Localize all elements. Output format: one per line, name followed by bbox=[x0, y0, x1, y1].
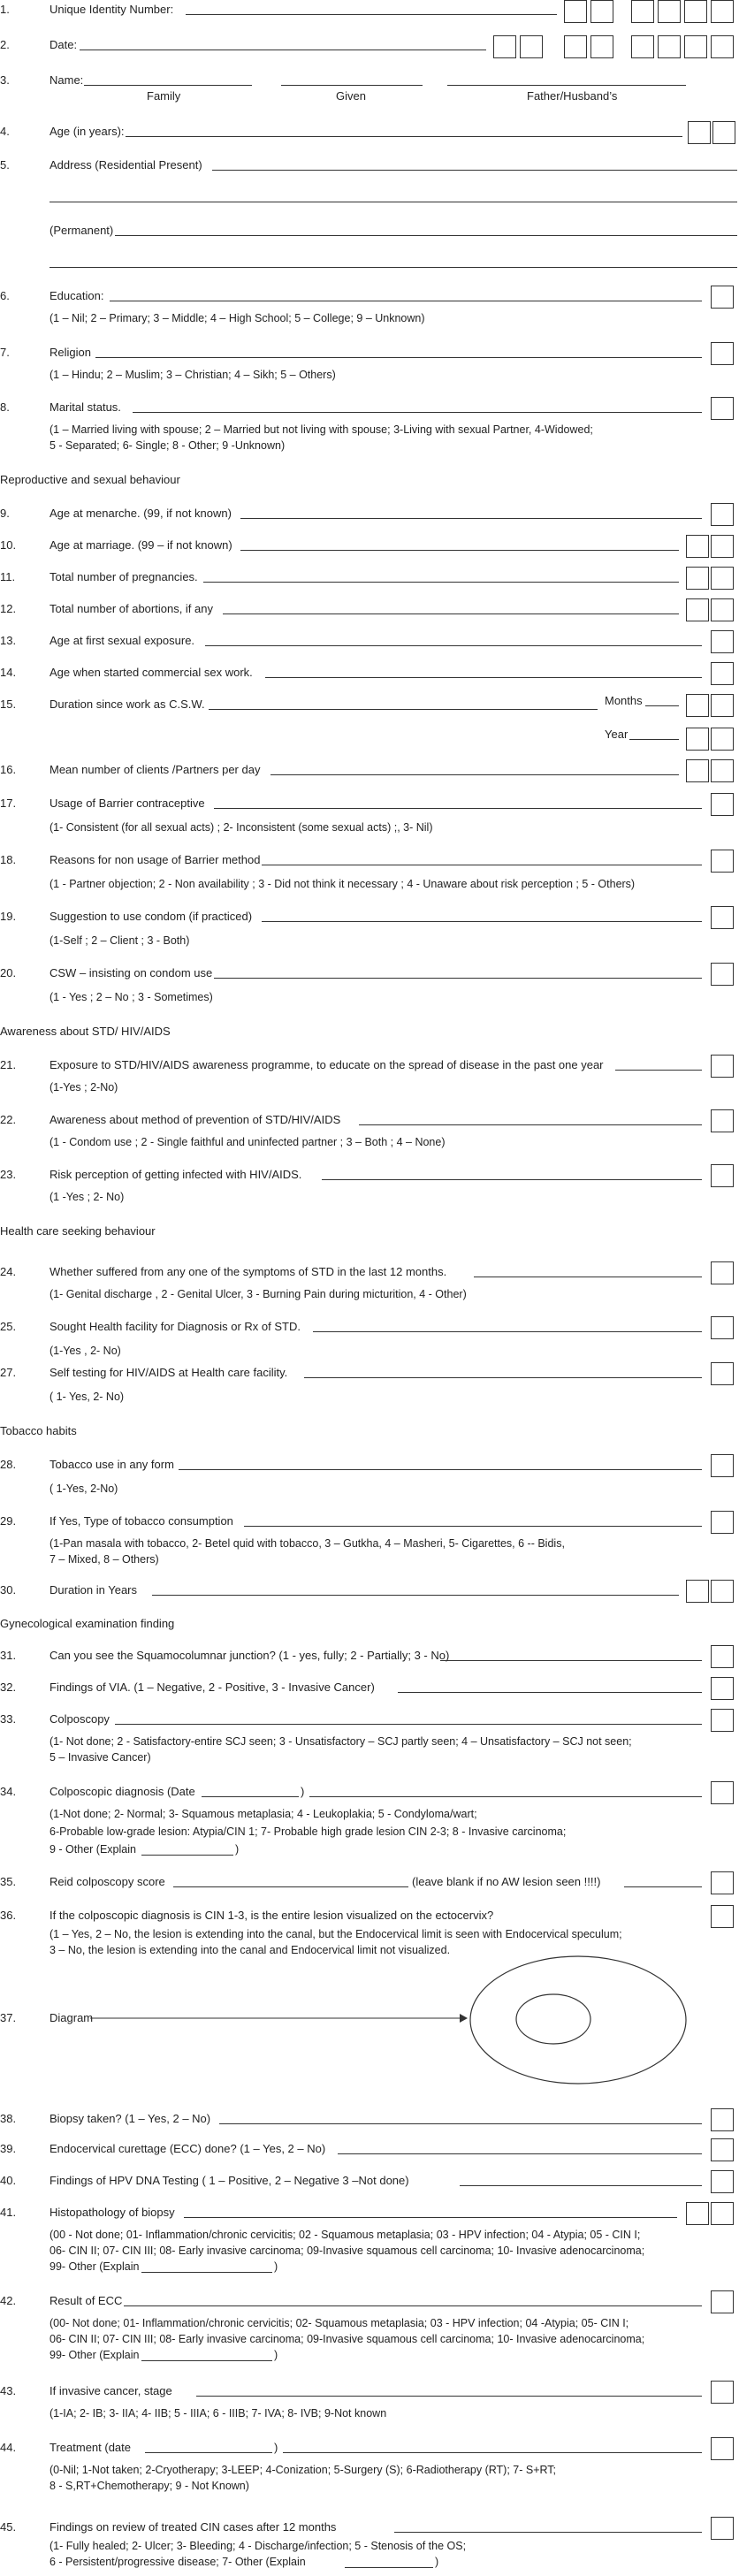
q42-options: 06- CIN II; 07- CIN III; 08- Early invasive carcinoma; 09-Invasive squamous cell carcinoma; 10- Invasive adenocarcinoma; bbox=[50, 2333, 645, 2345]
q41-options: 99- Other (Explain bbox=[50, 2260, 140, 2273]
q45-options-end: ) bbox=[435, 2556, 439, 2568]
q39-box[interactable] bbox=[711, 2138, 734, 2161]
q29-line[interactable] bbox=[244, 1526, 702, 1527]
q4-box[interactable] bbox=[712, 121, 735, 144]
q33-options: (1- Not done; 2 - Satisfactory-entire SCJ seen; 3 - Unsatisfactory – SCJ partly seen; 4 – Unsatisfactory – SCJ not seen; bbox=[50, 1735, 632, 1748]
q40-box[interactable] bbox=[711, 2170, 734, 2193]
q41-options-end: ) bbox=[274, 2260, 278, 2273]
q13-label: Age at first sexual exposure. bbox=[50, 634, 195, 647]
q33-options: 5 – Invasive Cancer) bbox=[50, 1751, 151, 1764]
q41-label: Histopathology of biopsy bbox=[50, 2206, 175, 2219]
q23-options: (1 -Yes ; 2- No) bbox=[50, 1191, 125, 1203]
q43-number: 43. bbox=[0, 2384, 17, 2397]
q16-box[interactable] bbox=[686, 759, 709, 782]
q38-label: Biopsy taken? (1 – Yes, 2 – No) bbox=[50, 2112, 211, 2125]
q24-label: Whether suffered from any one of the symptoms of STD in the last 12 months. bbox=[50, 1265, 447, 1278]
q33-number: 33. bbox=[0, 1712, 17, 1726]
q5-permanent-line[interactable] bbox=[115, 235, 737, 236]
q20-label: CSW – insisting on condom use bbox=[50, 966, 213, 979]
section-heading-awareness: Awareness about STD/ HIV/AIDS bbox=[0, 1025, 171, 1038]
q45-options: (1- Fully healed; 2- Ulcer; 3- Bleeding; 4 - Discharge/infection; 5 - Stenosis of the OS; bbox=[50, 2540, 467, 2552]
q7-number: 7. bbox=[0, 346, 10, 359]
q34-label: Colposcopic diagnosis (Date bbox=[50, 1785, 195, 1798]
q42-number: 42. bbox=[0, 2294, 17, 2307]
q30-line[interactable] bbox=[152, 1595, 679, 1596]
q8-line[interactable] bbox=[133, 412, 702, 413]
q35-label: Reid colposcopy score bbox=[50, 1875, 165, 1888]
q7-line[interactable] bbox=[95, 357, 702, 358]
q2-year-box[interactable] bbox=[631, 35, 654, 58]
q40-number: 40. bbox=[0, 2174, 17, 2187]
q43-box[interactable] bbox=[711, 2381, 734, 2404]
q15-number: 15. bbox=[0, 697, 17, 711]
q15-months-label: Months bbox=[605, 694, 643, 707]
q29-options: (1-Pan masala with tobacco, 2- Betel quid with tobacco, 3 – Gutkha, 4 – Masheri, 5- Cigarettes, 6 -- Bidis, bbox=[50, 1537, 565, 1550]
q30-number: 30. bbox=[0, 1583, 17, 1597]
q6-number: 6. bbox=[0, 289, 10, 302]
section-heading-reproductive: Reproductive and sexual behaviour bbox=[0, 473, 180, 486]
q36-number: 36. bbox=[0, 1909, 17, 1922]
q34-options: 6-Probable low-grade lesion: Atypia/CIN 1; 7- Probable high grade lesion CIN 2-3; 8 - Invasive carcinoma; bbox=[50, 1825, 567, 1838]
q39-label: Endocervical curettage (ECC) done? (1 – Yes, 2 – No) bbox=[50, 2142, 326, 2155]
q28-options: ( 1-Yes, 2-No) bbox=[50, 1482, 118, 1495]
q2-year-box[interactable] bbox=[711, 35, 734, 58]
q2-day-box[interactable] bbox=[493, 35, 516, 58]
q22-line[interactable] bbox=[359, 1124, 702, 1125]
q42-label: Result of ECC bbox=[50, 2294, 123, 2307]
q12-box[interactable] bbox=[711, 598, 734, 621]
q1-box[interactable] bbox=[684, 0, 707, 23]
q4-number: 4. bbox=[0, 125, 10, 138]
q42-options-end: ) bbox=[274, 2349, 278, 2361]
q45-explain-line[interactable] bbox=[345, 2567, 433, 2568]
q34-line[interactable] bbox=[309, 1796, 702, 1797]
q27-number: 27. bbox=[0, 1366, 17, 1379]
q1-label: Unique Identity Number: bbox=[50, 3, 174, 16]
q44-options: (0-Nil; 1-Not taken; 2-Cryotherapy; 3-LEEP; 4-Conization; 5-Surgery (S); 6-Radiotherapy (RT); 7- S+RT; bbox=[50, 2464, 557, 2476]
q11-line[interactable] bbox=[203, 582, 679, 583]
q3-family-line[interactable] bbox=[84, 85, 252, 86]
q25-label: Sought Health facility for Diagnosis or Rx of STD. bbox=[50, 1320, 301, 1333]
q28-number: 28. bbox=[0, 1458, 17, 1471]
q30-box[interactable] bbox=[686, 1580, 709, 1603]
q34-options: (1-Not done; 2- Normal; 3- Squamous metaplasia; 4 - Leukoplakia; 5 - Condyloma/wart; bbox=[50, 1808, 477, 1820]
q30-label: Duration in Years bbox=[50, 1583, 138, 1597]
section-heading-gynecological: Gynecological examination finding bbox=[0, 1617, 175, 1630]
q15-year-label: Year bbox=[605, 728, 629, 741]
q7-options: (1 – Hindu; 2 – Muslim; 3 – Christian; 4 – Sikh; 5 – Others) bbox=[50, 369, 336, 381]
q2-number: 2. bbox=[0, 38, 10, 51]
q19-line[interactable] bbox=[262, 921, 702, 922]
q44-label-end: ) bbox=[274, 2441, 278, 2454]
q31-box[interactable] bbox=[711, 1645, 734, 1668]
q15-months-line[interactable] bbox=[645, 705, 679, 706]
q7-box[interactable] bbox=[711, 342, 734, 365]
q15-year-box[interactable] bbox=[686, 728, 709, 751]
q17-label: Usage of Barrier contraceptive bbox=[50, 796, 205, 810]
q3-given-line[interactable] bbox=[281, 85, 423, 86]
q6-label: Education: bbox=[50, 289, 104, 302]
section-heading-tobacco: Tobacco habits bbox=[0, 1424, 77, 1437]
q19-number: 19. bbox=[0, 910, 17, 923]
q37-label: Diagram bbox=[50, 2011, 94, 2024]
q16-line[interactable] bbox=[270, 774, 679, 775]
q34-date-line[interactable] bbox=[202, 1796, 299, 1797]
q17-box[interactable] bbox=[711, 793, 734, 816]
q1-box[interactable] bbox=[631, 0, 654, 23]
q4-line[interactable] bbox=[126, 136, 682, 137]
q38-line[interactable] bbox=[219, 2123, 702, 2124]
q2-month-box[interactable] bbox=[590, 35, 613, 58]
q39-number: 39. bbox=[0, 2142, 17, 2155]
q43-label: If invasive cancer, stage bbox=[50, 2384, 172, 2397]
q9-number: 9. bbox=[0, 507, 10, 520]
q4-box[interactable] bbox=[688, 121, 711, 144]
q45-line[interactable] bbox=[394, 2532, 702, 2533]
q12-label: Total number of abortions, if any bbox=[50, 602, 213, 615]
q13-box[interactable] bbox=[711, 630, 734, 653]
q8-options: 5 - Separated; 6- Single; 8 - Other; 9 -Unknown) bbox=[50, 439, 286, 452]
q22-number: 22. bbox=[0, 1113, 17, 1126]
q44-label: Treatment (date bbox=[50, 2441, 132, 2454]
q18-label: Reasons for non usage of Barrier method bbox=[50, 853, 261, 866]
q13-line[interactable] bbox=[205, 645, 702, 646]
q30-box[interactable] bbox=[711, 1580, 734, 1603]
q32-number: 32. bbox=[0, 1680, 17, 1694]
q31-label: Can you see the Squamocolumnar junction? (1 - yes, fully; 2 - Partially; 3 - No) bbox=[50, 1649, 450, 1662]
q25-number: 25. bbox=[0, 1320, 17, 1333]
q35-box[interactable] bbox=[711, 1871, 734, 1894]
q5-permanent-line[interactable] bbox=[50, 267, 737, 268]
q19-box[interactable] bbox=[711, 906, 734, 929]
q10-box[interactable] bbox=[686, 535, 709, 558]
q31-line[interactable] bbox=[440, 1660, 702, 1661]
q11-label: Total number of pregnancies. bbox=[50, 570, 198, 583]
q23-box[interactable] bbox=[711, 1164, 734, 1187]
q19-options: (1-Self ; 2 – Client ; 3 - Both) bbox=[50, 934, 190, 947]
q32-line[interactable] bbox=[398, 1692, 702, 1693]
q29-number: 29. bbox=[0, 1514, 17, 1528]
q11-number: 11. bbox=[0, 570, 16, 583]
q17-options: (1- Consistent (for all sexual acts) ; 2- Inconsistent (some sexual acts) ;, 3- Nil) bbox=[50, 821, 433, 834]
q44-box[interactable] bbox=[711, 2437, 734, 2460]
q11-box[interactable] bbox=[711, 567, 734, 590]
q5-number: 5. bbox=[0, 158, 10, 171]
q2-year-box[interactable] bbox=[684, 35, 707, 58]
q41-options: 06- CIN II; 07- CIN III; 08- Early invasive carcinoma; 09-Invasive squamous cell carcinoma; 10- Invasive adenocarcinoma; bbox=[50, 2244, 645, 2257]
q37-number: 37. bbox=[0, 2011, 17, 2024]
q42-options: (00- Not done; 01- Inflammation/chronic cervicitis; 02- Squamous metaplasia; 03 - HPV infection; 04 -Atypia; 05- CIN I; bbox=[50, 2317, 629, 2329]
q36-box[interactable] bbox=[711, 1905, 734, 1928]
q20-box[interactable] bbox=[711, 963, 734, 986]
q25-options: (1-Yes , 2- No) bbox=[50, 1345, 121, 1357]
cervix-diagram[interactable] bbox=[467, 1954, 689, 2086]
q28-line[interactable] bbox=[179, 1469, 702, 1470]
q36-options: 3 – No, the lesion is extending into the canal and Endocervical limit not visualized. bbox=[50, 1944, 451, 1956]
q38-number: 38. bbox=[0, 2112, 17, 2125]
q3-number: 3. bbox=[0, 73, 10, 87]
q20-options: (1 - Yes ; 2 – No ; 3 - Sometimes) bbox=[50, 991, 213, 1003]
q23-line[interactable] bbox=[322, 1179, 702, 1180]
q22-box[interactable] bbox=[711, 1109, 734, 1132]
q14-box[interactable] bbox=[711, 662, 734, 685]
q23-number: 23. bbox=[0, 1168, 17, 1181]
q35-line[interactable] bbox=[624, 1886, 702, 1887]
q21-line[interactable] bbox=[615, 1070, 702, 1071]
q12-number: 12. bbox=[0, 602, 17, 615]
q31-number: 31. bbox=[0, 1649, 17, 1662]
q27-line[interactable] bbox=[304, 1377, 702, 1378]
q15-line[interactable] bbox=[209, 709, 598, 710]
q10-box[interactable] bbox=[711, 535, 734, 558]
q12-box[interactable] bbox=[686, 598, 709, 621]
q3-father-caption: Father/Husband’s bbox=[527, 89, 618, 103]
q42-options: 99- Other (Explain bbox=[50, 2349, 140, 2361]
q15-months-box[interactable] bbox=[686, 694, 709, 717]
q29-options: 7 – Mixed, 8 – Others) bbox=[50, 1553, 159, 1566]
q28-box[interactable] bbox=[711, 1454, 734, 1477]
q41-box[interactable] bbox=[711, 2202, 734, 2225]
arrow-right-icon bbox=[88, 2008, 469, 2030]
q22-label: Awareness about method of prevention of STD/HIV/AIDS bbox=[50, 1113, 341, 1126]
q41-line[interactable] bbox=[184, 2217, 677, 2218]
q11-box[interactable] bbox=[686, 567, 709, 590]
q35-number: 35. bbox=[0, 1875, 17, 1888]
q32-box[interactable] bbox=[711, 1677, 734, 1700]
q33-line[interactable] bbox=[115, 1724, 702, 1725]
q25-line[interactable] bbox=[313, 1331, 702, 1332]
q15-year-box[interactable] bbox=[711, 728, 734, 751]
q24-options: (1- Genital discharge , 2 - Genital Ulcer, 3 - Burning Pain during micturition, 4 - Other) bbox=[50, 1288, 467, 1300]
q16-number: 16. bbox=[0, 763, 17, 776]
q34-box[interactable] bbox=[711, 1781, 734, 1804]
q16-box[interactable] bbox=[711, 759, 734, 782]
q20-number: 20. bbox=[0, 966, 17, 979]
q32-label: Findings of VIA. (1 – Negative, 2 - Positive, 3 - Invasive Cancer) bbox=[50, 1680, 375, 1694]
q4-label: Age (in years): bbox=[50, 125, 125, 138]
q41-number: 41. bbox=[0, 2206, 17, 2219]
q36-options: (1 – Yes, 2 – No, the lesion is extending into the canal, but the Endocervical limit is seen with Endocervical speculum; bbox=[50, 1928, 622, 1940]
q5-permanent-label: (Permanent) bbox=[50, 224, 114, 237]
q17-line[interactable] bbox=[214, 808, 702, 809]
q23-label: Risk perception of getting infected with HIV/AIDS. bbox=[50, 1168, 302, 1181]
q45-options: 6 - Persistent/progressive disease; 7- Other (Explain bbox=[50, 2556, 306, 2568]
q18-box[interactable] bbox=[711, 850, 734, 873]
q3-given-caption: Given bbox=[336, 89, 366, 103]
q7-label: Religion bbox=[50, 346, 91, 359]
q8-label: Marital status. bbox=[50, 400, 121, 414]
q14-line[interactable] bbox=[265, 677, 702, 678]
q16-label: Mean number of clients /Partners per day bbox=[50, 763, 261, 776]
q6-box[interactable] bbox=[711, 286, 734, 309]
q10-number: 10. bbox=[0, 538, 17, 552]
q21-number: 21. bbox=[0, 1058, 17, 1071]
q13-number: 13. bbox=[0, 634, 17, 647]
q28-label: Tobacco use in any form bbox=[50, 1458, 174, 1471]
q18-number: 18. bbox=[0, 853, 17, 866]
q35-note: (leave blank if no AW lesion seen !!!!) bbox=[412, 1875, 601, 1888]
q45-box[interactable] bbox=[711, 2517, 734, 2540]
q41-options: (00 - Not done; 01- Inflammation/chronic cervicitis; 02 - Squamous metaplasia; 03 - HPV infection; 04 - Atypia; 05 - CIN I; bbox=[50, 2229, 641, 2241]
q8-box[interactable] bbox=[711, 397, 734, 420]
q25-box[interactable] bbox=[711, 1316, 734, 1339]
q5-label: Address (Residential Present) bbox=[50, 158, 202, 171]
q24-number: 24. bbox=[0, 1265, 17, 1278]
q44-date-line[interactable] bbox=[145, 2452, 272, 2453]
q36-label: If the colposcopic diagnosis is CIN 1-3, is the entire lesion visualized on the ectocervix? bbox=[50, 1909, 494, 1922]
q8-number: 8. bbox=[0, 400, 10, 414]
q34-label-end: ) bbox=[301, 1785, 305, 1798]
q45-label: Findings on review of treated CIN cases after 12 months bbox=[50, 2520, 337, 2534]
q1-number: 1. bbox=[0, 3, 10, 16]
q2-month-box[interactable] bbox=[564, 35, 587, 58]
q27-box[interactable] bbox=[711, 1362, 734, 1385]
cervix-outer-ellipse bbox=[470, 1956, 686, 2084]
q3-father-line[interactable] bbox=[447, 85, 686, 86]
q33-box[interactable] bbox=[711, 1709, 734, 1732]
q27-label: Self testing for HIV/AIDS at Health care facility. bbox=[50, 1366, 288, 1379]
q41-box[interactable] bbox=[686, 2202, 709, 2225]
q9-label: Age at menarche. (99, if not known) bbox=[50, 507, 232, 520]
q20-line[interactable] bbox=[214, 978, 702, 979]
q6-options: (1 – Nil; 2 – Primary; 3 – Middle; 4 – High School; 5 – College; 9 – Unknown) bbox=[50, 312, 425, 324]
q41-explain-line[interactable] bbox=[141, 2272, 272, 2273]
q35-line[interactable] bbox=[173, 1886, 408, 1887]
q42-explain-line[interactable] bbox=[141, 2360, 272, 2361]
q17-number: 17. bbox=[0, 796, 17, 810]
q1-box[interactable] bbox=[658, 0, 681, 23]
q43-options: (1-IA; 2- IB; 3- IIA; 4- IIB; 5 - IIIA; 6 - IIIB; 7- IVA; 8- IVB; 9-Not known bbox=[50, 2407, 387, 2420]
q15-year-line[interactable] bbox=[629, 739, 679, 740]
q9-box[interactable] bbox=[711, 503, 734, 526]
q38-box[interactable] bbox=[711, 2108, 734, 2131]
q1-box[interactable] bbox=[564, 0, 587, 23]
q21-box[interactable] bbox=[711, 1055, 734, 1078]
q10-label: Age at marriage. (99 – if not known) bbox=[50, 538, 232, 552]
q29-box[interactable] bbox=[711, 1511, 734, 1534]
q42-box[interactable] bbox=[711, 2290, 734, 2313]
q14-label: Age when started commercial sex work. bbox=[50, 666, 253, 679]
q3-family-caption: Family bbox=[147, 89, 181, 103]
q1-box[interactable] bbox=[590, 0, 613, 23]
q2-label: Date: bbox=[50, 38, 78, 51]
cervix-os-ellipse bbox=[516, 1994, 590, 2044]
q1-box[interactable] bbox=[711, 0, 734, 23]
q9-line[interactable] bbox=[240, 518, 702, 519]
q40-line[interactable] bbox=[460, 2185, 702, 2186]
section-heading-health: Health care seeking behaviour bbox=[0, 1224, 156, 1238]
q44-number: 44. bbox=[0, 2441, 17, 2454]
q2-day-box[interactable] bbox=[520, 35, 543, 58]
q19-label: Suggestion to use condom (if practiced) bbox=[50, 910, 253, 923]
q15-months-box[interactable] bbox=[711, 694, 734, 717]
q21-label: Exposure to STD/HIV/AIDS awareness programme, to educate on the spread of disease in the past one year bbox=[50, 1058, 604, 1071]
q40-label: Findings of HPV DNA Testing ( 1 – Positive, 2 – Negative 3 –Not done) bbox=[50, 2174, 409, 2187]
q18-options: (1 - Partner objection; 2 - Non availability ; 3 - Did not think it necessary ; 4 - Unaware about risk perception ; 5 - Others) bbox=[50, 878, 636, 890]
q29-label: If Yes, Type of tobacco consumption bbox=[50, 1514, 233, 1528]
q1-line[interactable] bbox=[186, 14, 557, 15]
q22-options: (1 - Condom use ; 2 - Single faithful and uninfected partner ; 3 – Both ; 4 – None) bbox=[50, 1136, 446, 1148]
q34-number: 34. bbox=[0, 1785, 17, 1798]
q15-label: Duration since work as C.S.W. bbox=[50, 697, 205, 711]
q43-line[interactable] bbox=[196, 2396, 702, 2397]
q45-number: 45. bbox=[0, 2520, 17, 2534]
q44-options: 8 - S,RT+Chemotherapy; 9 - Not Known) bbox=[50, 2480, 249, 2492]
q5-line[interactable] bbox=[212, 170, 737, 171]
q21-options: (1-Yes ; 2-No) bbox=[50, 1081, 118, 1094]
q34-options-end: ) bbox=[235, 1843, 240, 1856]
q14-number: 14. bbox=[0, 666, 17, 679]
q24-box[interactable] bbox=[711, 1261, 734, 1284]
q42-line[interactable] bbox=[124, 2305, 702, 2306]
q44-line[interactable] bbox=[283, 2452, 702, 2453]
q3-label: Name: bbox=[50, 73, 84, 87]
q33-label: Colposcopy bbox=[50, 1712, 110, 1726]
q10-line[interactable] bbox=[240, 550, 679, 551]
q27-options: ( 1- Yes, 2- No) bbox=[50, 1391, 125, 1403]
q2-year-box[interactable] bbox=[658, 35, 681, 58]
q8-options: (1 – Married living with spouse; 2 – Married but not living with spouse; 3-Living with sexual Partner, 4-Widowed; bbox=[50, 423, 593, 436]
q34-explain-line[interactable] bbox=[141, 1855, 233, 1856]
q39-line[interactable] bbox=[338, 2153, 702, 2154]
q34-options: 9 - Other (Explain bbox=[50, 1843, 136, 1856]
